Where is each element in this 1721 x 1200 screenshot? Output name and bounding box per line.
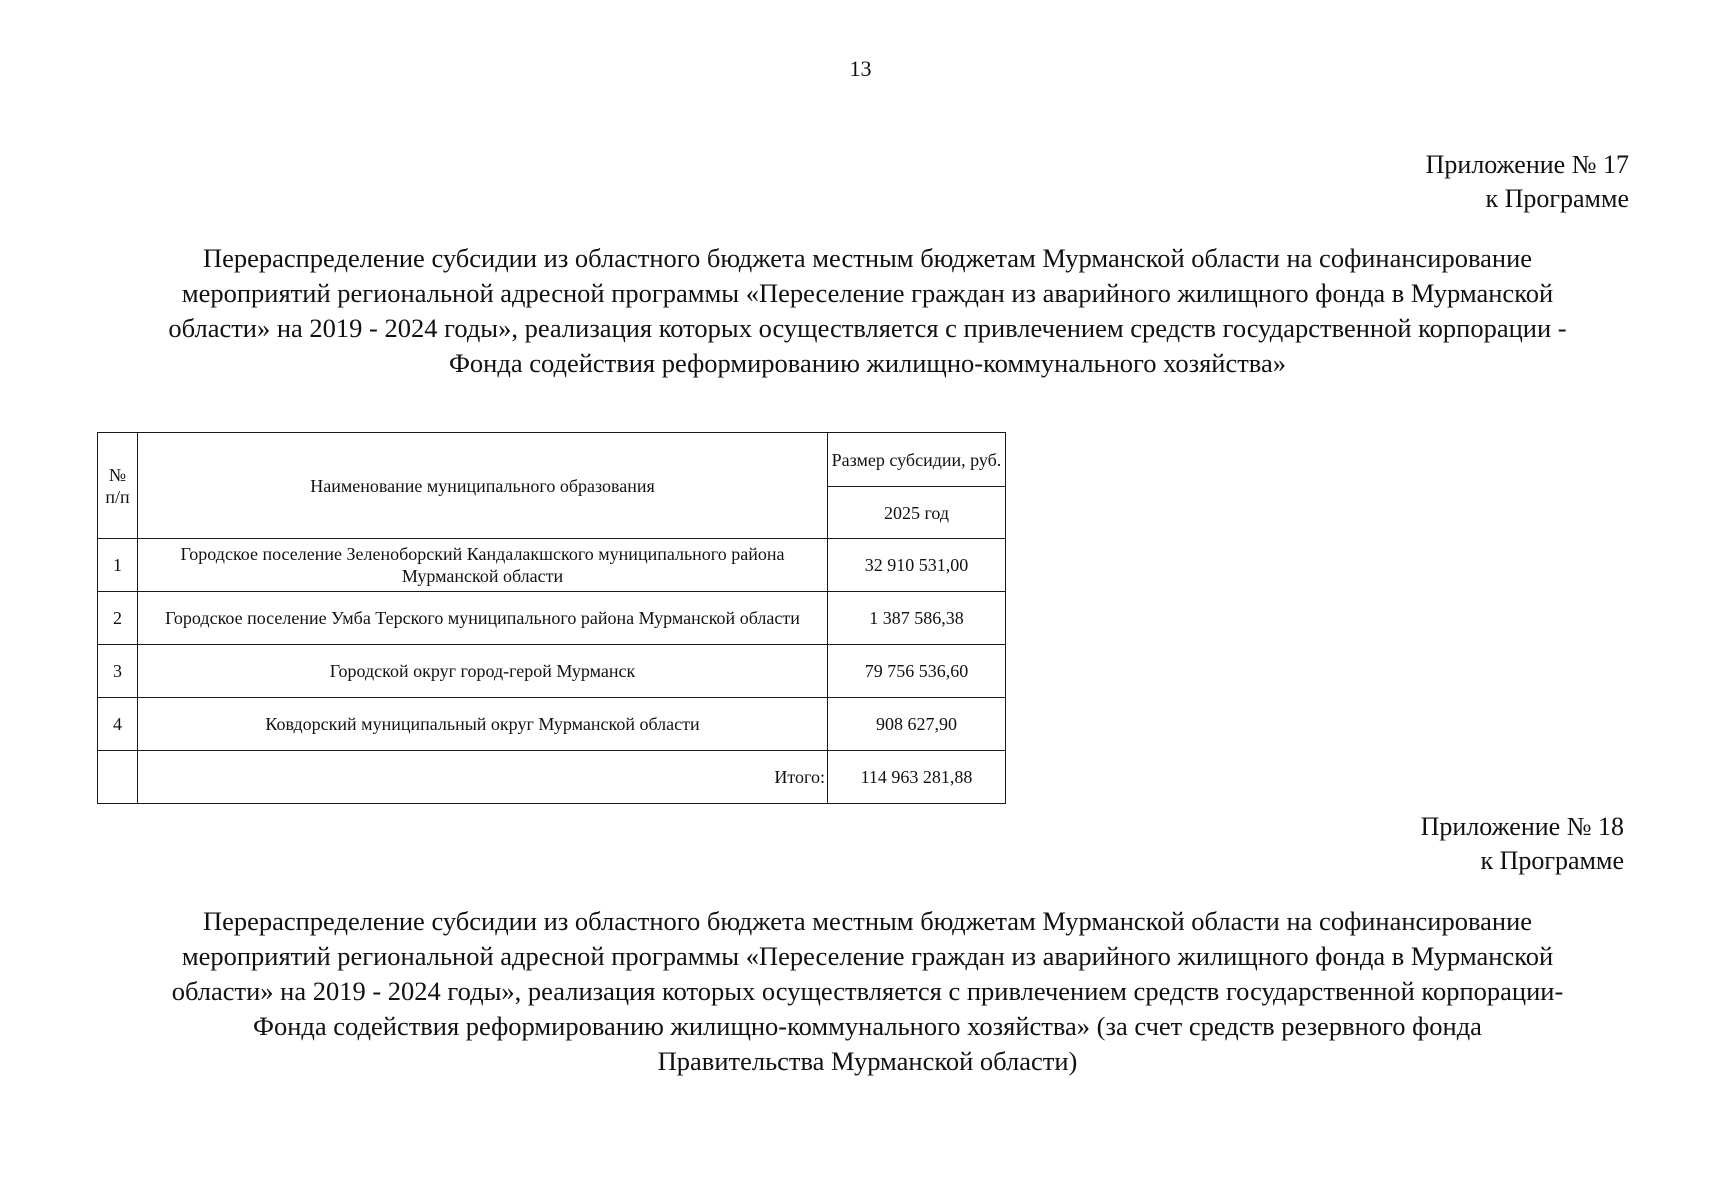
heading-line: мероприятий региональной адресной программы «Переселение граждан из аварийного жилищного фонда в Мурманской: [181, 941, 1554, 971]
table-total-row: [98, 751, 1006, 804]
heading-line: Фонда содействия реформированию жилищно-коммунального хозяйства» (за счет средств резервного фонда: [253, 1011, 1482, 1041]
total-amount: 114 963 281,88: [828, 751, 1006, 804]
row-name: Городское поселение Зеленоборский Кандалакшского муниципального района Мурманской области: [138, 539, 828, 592]
table-row: [98, 645, 1006, 698]
row-number: 2: [98, 592, 138, 645]
row-name: Городской округ город-герой Мурманск: [138, 645, 828, 698]
row-number: 3: [98, 645, 138, 698]
appendix-18-label: [1421, 810, 1624, 878]
table-row: [98, 539, 1006, 592]
appendix-18-number: Приложение № 18: [1420, 812, 1624, 841]
row-number: 1: [98, 539, 138, 592]
total-empty-cell: [98, 751, 138, 804]
heading-line: Правительства Мурманской области): [657, 1046, 1078, 1076]
row-amount: 79 756 536,60: [828, 645, 1006, 698]
page-number: 13: [849, 56, 872, 81]
table-row: [98, 698, 1006, 751]
header-name: Наименование муниципального образования: [138, 433, 828, 539]
row-amount: 1 387 586,38: [828, 592, 1006, 645]
appendix-17-number: Приложение № 17: [1425, 150, 1629, 179]
header-amount: Размер субсидии, руб.: [828, 433, 1006, 487]
heading-line: Фонда содействия реформированию жилищно-коммунального хозяйства»: [448, 348, 1286, 378]
table-row: [98, 592, 1006, 645]
appendix-17-program: к Программе: [1485, 184, 1629, 213]
appendix-17-label: [1426, 148, 1629, 216]
appendix-18-program: к Программе: [1480, 846, 1624, 875]
heading-line: Перераспределение субсидии из областного бюджета местным бюджетам Мурманской области на софинансирование: [202, 243, 1533, 273]
appendix-17-heading: [95, 241, 1640, 381]
table-header-row: [98, 433, 1006, 487]
header-number: № п/п: [98, 433, 138, 539]
header-year: 2025 год: [828, 487, 1006, 539]
row-number: 4: [98, 698, 138, 751]
row-amount: 32 910 531,00: [828, 539, 1006, 592]
heading-line: области» на 2019 - 2024 годы», реализация которых осуществляется с привлечением средств государственной корпорации-: [171, 976, 1564, 1006]
row-name: Городское поселение Умба Терского муниципального района Мурманской области: [138, 592, 828, 645]
heading-line: Перераспределение субсидии из областного бюджета местным бюджетам Мурманской области на софинансирование: [202, 906, 1533, 936]
heading-line: области» на 2019 - 2024 годы», реализация которых осуществляется с привлечением средств государственной корпорации -: [168, 313, 1567, 343]
row-amount: 908 627,90: [828, 698, 1006, 751]
row-name: Ковдорский муниципальный округ Мурманской области: [138, 698, 828, 751]
appendix-18-heading: [95, 904, 1640, 1079]
subsidy-table: [97, 432, 1006, 804]
heading-line: мероприятий региональной адресной программы «Переселение граждан из аварийного жилищного фонда в Мурманской: [181, 278, 1554, 308]
total-label: Итого:: [138, 751, 828, 804]
